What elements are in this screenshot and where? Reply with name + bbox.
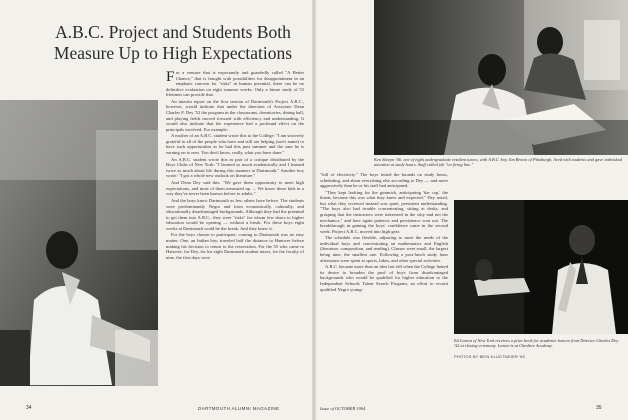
headline-line-1: A.B.C. Project and Students Both [55, 22, 291, 42]
caption-bottom-photo: Ed Lemon of New York receives a prize book for academic honors from Director Charles Dey '52 at closing ceremony. Lemon is at Cheshire Academy. [454, 338, 619, 349]
paragraph-11: A.B.C. became more than an idea last fall when the College linked its desire to broaden the pool of boys from disadvantaged backgrounds who would be qualified for higher education to the Independent Schools Talent Search Program, an effort to recruit qualified Negro young- [320, 264, 448, 292]
paragraph-6: And the boys know Dartmouth as few others have before. The students were predominantly Negro and from economically, culturally, and educationally disadvantaged backgrounds. Although they had the potential to get them into A.B.C., they were "risks" for whom few doors to higher education would be opening — without a break. For these boys eight weeks at Dartmouth could be the break. And they knew it. [166, 197, 304, 231]
caption-top-photo: Ken Sharpe '66, one of eight undergraduate resident tutors, with A.B.C. boy Jim Brown of Pittsburgh, lived with students and gave individual attention at study hours. Staff called job "on firing line." [374, 157, 623, 168]
issue-date: Issue of OCTOBER 1964 [320, 406, 366, 411]
paragraph-4: An A.B.C. student wrote this as part of a critique distributed by the Boys Clubs of New York: "I learned so much academically and I learned twice as much about life during this summer at Dartmouth." Another boy wrote: "I got a whole new outlook on literature." [166, 156, 304, 179]
paragraph-2: An interim report on the first session of Dartmouth's Project A.B.C., however, would indicate that under the direction of Associate Dean Charles F. Dey '52 the program in the classrooms, dormitories, dining hall, and playing fields moved forward with efficiency and understanding. It would also indicate that the experience had a profound effect on the principals involved. For example: [166, 98, 304, 132]
paragraph-9: "They kept looking for the gimmick, anticipating 'the cop,' the threat, because this was what they knew and expected." Dey noted, but what they received instead was quiet, persistent understanding. "The boys also had trouble concentrating, sitting at desks, and grasping that the instructors were interested in the why and not the mechanics," and here again patience and persistence won out. The breakthrough in gaining the boys' confidence came in the second week. Project A.B.C. moved into high gear. [320, 189, 448, 234]
paragraph-5: And Dean Dey said this: "We gave them opportunity to meet high expectations, and most of them measured up. ... We know these kids in a way they've never been known before to adults." [166, 180, 304, 197]
photo-student-studying [0, 100, 158, 386]
paragraph-10: The schedule was flexible, adjusting to meet the needs of the individual boys and concentrating on mathematics and English (literature, composition, and reading). Classes were small, the largest being nine, the smallest one. Following a post-lunch study hour afternoons were spent at sports, hikes, and other special activities. [320, 235, 448, 263]
paragraph-1: For a venture that is expectantly and guardedly called "A Better Chance," that is fraught with possibilities for disappointment in an emphatic concern for "risks" in human potential, there can be no definitive evaluation on eight summer weeks. Only a future study of 55 lifetimes can provide that. [166, 69, 304, 98]
paragraph-3: A mother of an A.B.C. student wrote this to the College: "I am sincerely grateful to all of the people who have and still are helping (son's name) to have such opportunities as he had this past summer and the sum he is earning on to now. You don't know, really, what you have done." [166, 133, 304, 156]
magazine-name: DARTMOUTH ALUMNI MAGAZINE [198, 406, 280, 411]
photo-credit: PHOTOS BY BEIN KLUDTMEIER '65 [454, 354, 525, 359]
paragraph-8: "full of electricity." The boys tested the bounds on study hours, scheduling, and about everything else according to Dey — and more aggressively than he or his staff had anticipated. [320, 172, 448, 189]
page-gutter [312, 0, 316, 420]
page-number-left: 34 [26, 405, 32, 411]
photo-award-ceremony [454, 200, 628, 334]
paragraph-7: For the boys chosen to participate, coming to Dartmouth was no easy matter. One, an Indian boy, traveled half the distance to Hanover before making his decision to return to the reservation. For the 55 who came to Hanover, for Dey, for his eight Dartmouth student tutors, for the faculty of nine, the first days were [166, 232, 304, 260]
article-text-left [166, 70, 304, 261]
photo-tutor-and-student [374, 0, 628, 155]
drop-cap: F [166, 69, 175, 85]
headline-line-2: Measure Up to High Expectations [53, 43, 293, 63]
article-text-right [320, 172, 448, 293]
article-headline [38, 22, 308, 64]
page-number-right: 35 [596, 405, 602, 411]
